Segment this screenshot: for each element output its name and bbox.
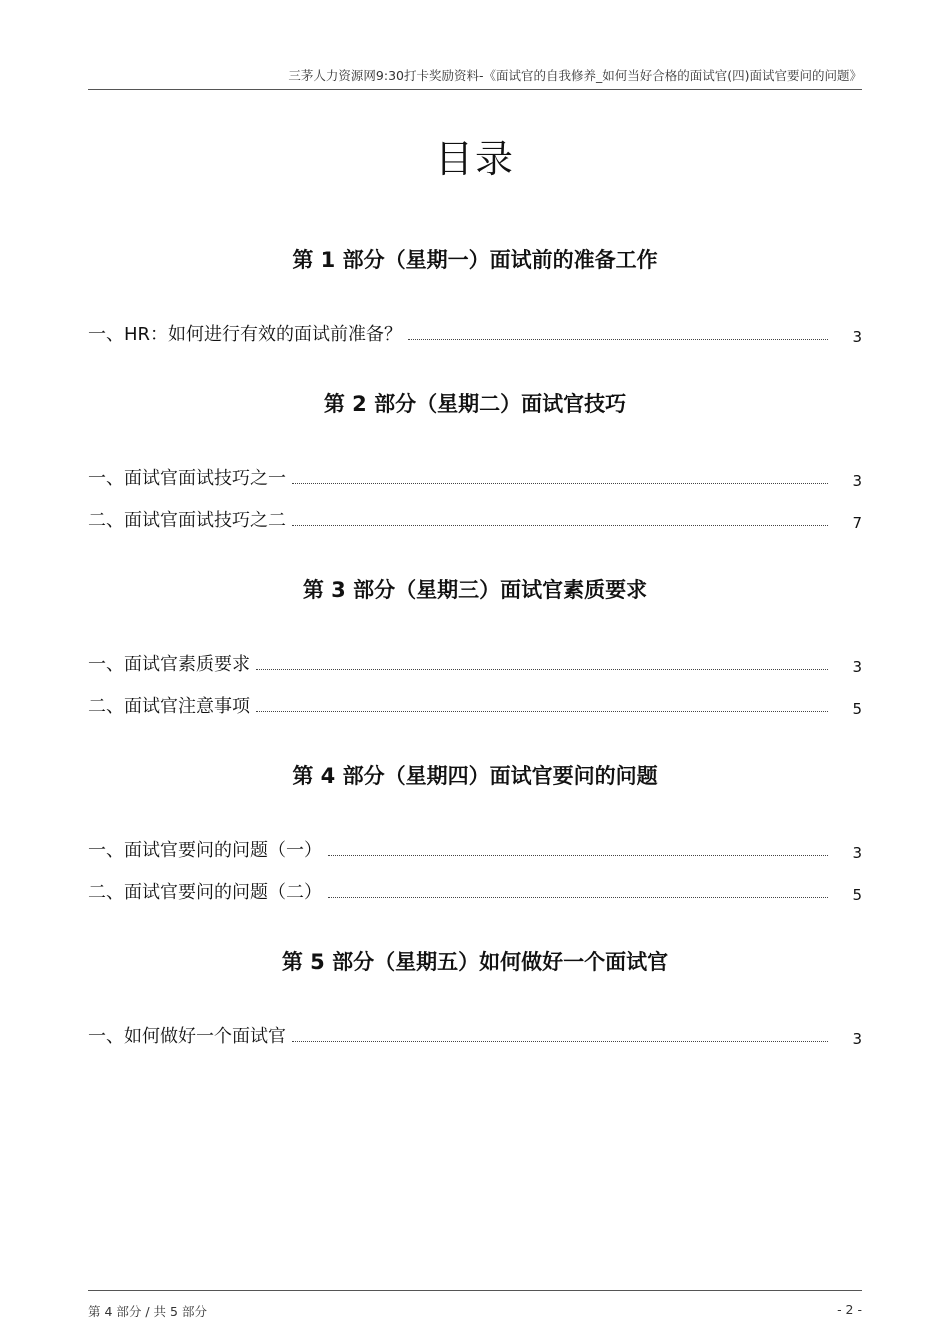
dot-leader [408,339,828,340]
toc-entry-page: 3 [852,844,862,862]
toc-entries [88,634,862,718]
section-heading: 第 3 部分（星期三）面试官素质要求 [302,578,648,602]
toc-entry[interactable] [88,820,862,862]
dot-leader [328,855,828,856]
toc-entry-text: 一、面试官素质要求 [88,654,250,675]
toc-entry-text: 二、面试官要问的问题（二） [88,882,322,903]
section-heading: 第 2 部分（星期二）面试官技巧 [323,392,627,416]
toc-entry-page: 3 [852,328,862,346]
toc-entry-text: 一、面试官面试技巧之一 [88,468,286,489]
toc-entry[interactable] [88,862,862,904]
footer-part-indicator: 第 4 部分 / 共 5 部分 [88,1304,207,1319]
toc-entry-page: 3 [852,1030,862,1048]
dot-leader [328,897,828,898]
toc-entry-page: 5 [852,700,862,718]
toc-entry-text: 二、面试官注意事项 [88,696,250,717]
toc-title: 目录 [434,137,515,181]
dot-leader [256,711,828,712]
toc-entries [88,304,862,346]
toc-entry-page: 7 [852,514,862,532]
toc-entries [88,1006,862,1048]
toc-section-4 [88,760,862,904]
dot-leader [256,669,828,670]
toc-section-3 [88,574,862,718]
dot-leader [292,525,828,526]
toc-entry-page: 3 [852,472,862,490]
toc-entries [88,820,862,904]
toc-entry[interactable] [88,676,862,718]
section-heading: 第 5 部分（星期五）如何做好一个面试官 [281,950,669,974]
toc-entry-text: 二、面试官面试技巧之二 [88,510,286,531]
section-heading: 第 1 部分（星期一）面试前的准备工作 [292,248,658,272]
toc-entry-text: 一、HR：如何进行有效的面试前准备？ [88,324,403,345]
toc-entry[interactable] [88,634,862,676]
toc-entry[interactable] [88,1006,862,1048]
toc-section-1 [88,244,862,346]
toc-section-2 [88,388,862,532]
section-heading: 第 4 部分（星期四）面试官要问的问题 [292,764,658,788]
footer-page-number: - 2 - [837,1302,862,1317]
toc-entry-page: 5 [852,886,862,904]
toc-entry-text: 一、如何做好一个面试官 [88,1026,286,1047]
toc-entry-page: 3 [852,658,862,676]
toc-entry[interactable] [88,490,862,532]
dot-leader [292,483,828,484]
page-header: 三茅人力资源网9:30打卡奖励资料-《面试官的自我修养_如何当好合格的面试官(四)面试官要问的问题》 [288,68,862,83]
footer-divider [88,1290,862,1291]
toc-entry[interactable] [88,304,862,346]
toc-entry[interactable] [88,448,862,490]
toc-entry-text: 一、面试官要问的问题（一） [88,840,322,861]
dot-leader [292,1041,828,1042]
toc-section-5 [88,946,862,1048]
toc-entries [88,448,862,532]
header-divider [88,89,862,90]
